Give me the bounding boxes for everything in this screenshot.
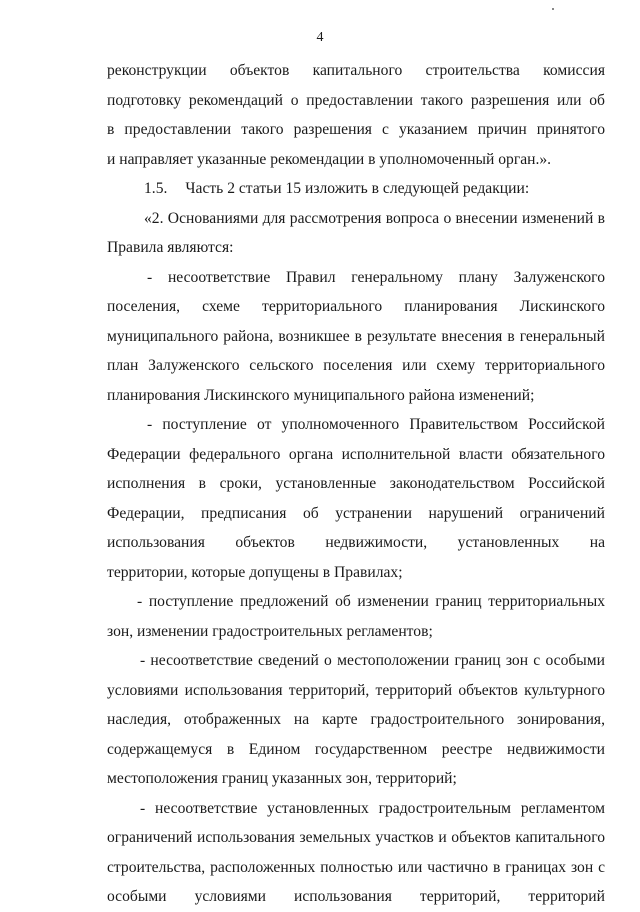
text-line: планирования Лискинского муниципального района изменений; <box>107 386 535 404</box>
text-line: использования объектов недвижимости, установленных на <box>107 534 605 551</box>
text-line: ограничений использования земельных участков и объектов капитального <box>107 829 605 846</box>
text-line: «2. Основаниями для рассмотрения вопроса о внесении изменений в <box>144 209 605 227</box>
list-item-line: - поступление предложений об изменении границ территориальных <box>137 593 605 610</box>
text-line: зон, изменении градостроительных регламентов; <box>107 622 433 640</box>
document-body <box>107 56 605 912</box>
text-line: исполнения в сроки, установленные законодательством Российской <box>107 475 605 492</box>
text-line: содержащемуся в Едином государственном реестре недвижимости <box>107 740 605 758</box>
text-line: подготовку рекомендаций о предоставлении такого разрешения или об <box>107 91 605 109</box>
list-item-line: - несоответствие установленных градостроительным регламентом <box>140 799 605 817</box>
text-line: и направляет указанные рекомендации в уполномоченный орган.». <box>107 150 552 168</box>
text-line: особыми условиями использования территорий, территорий <box>107 888 605 905</box>
text-line: Федерации федерального органа исполнительной власти обязательного <box>107 445 605 463</box>
section-number: 1.5. <box>144 180 168 197</box>
text-line: реконструкции объектов капитального строительства комиссия <box>107 62 605 79</box>
text-line: план Залуженского сельского поселения или схему территориального <box>107 357 605 374</box>
text-line: муниципального района, возникшее в результате внесения в генеральный <box>107 327 605 345</box>
list-item-line: - поступление от уполномоченного Правительством Российской <box>147 416 605 433</box>
list-item-line: - несоответствие сведений о местоположении границ зон с особыми <box>140 652 605 669</box>
text-line: наследия, отображенных на карте градостроительного зонирования, <box>107 711 605 728</box>
text-line: условиями использования территорий, территорий объектов культурного <box>107 681 605 699</box>
scan-speck <box>552 8 554 10</box>
text-line: местоположения границ указанных зон, территорий; <box>107 770 457 787</box>
list-item-line: - несоответствие Правил генеральному плану Залуженского <box>147 268 605 286</box>
text-line: Федерации, предписания об устранении нарушений ограничений <box>107 504 605 522</box>
section-heading-line <box>107 174 605 204</box>
text-line: строительства, расположенных полностью или частично в границах зон с <box>107 858 605 876</box>
section-heading-text: Часть 2 статьи 15 изложить в следующей редакции: <box>185 180 530 197</box>
text-line: Правила являются: <box>107 239 234 256</box>
text-line: территории, которые допущены в Правилах; <box>107 563 403 581</box>
page-number: 4 <box>316 30 324 45</box>
text-line: в предоставлении такого разрешения с указанием причин принятого <box>107 121 605 138</box>
text-line: поселения, схеме территориального планирования Лискинского <box>107 298 605 315</box>
